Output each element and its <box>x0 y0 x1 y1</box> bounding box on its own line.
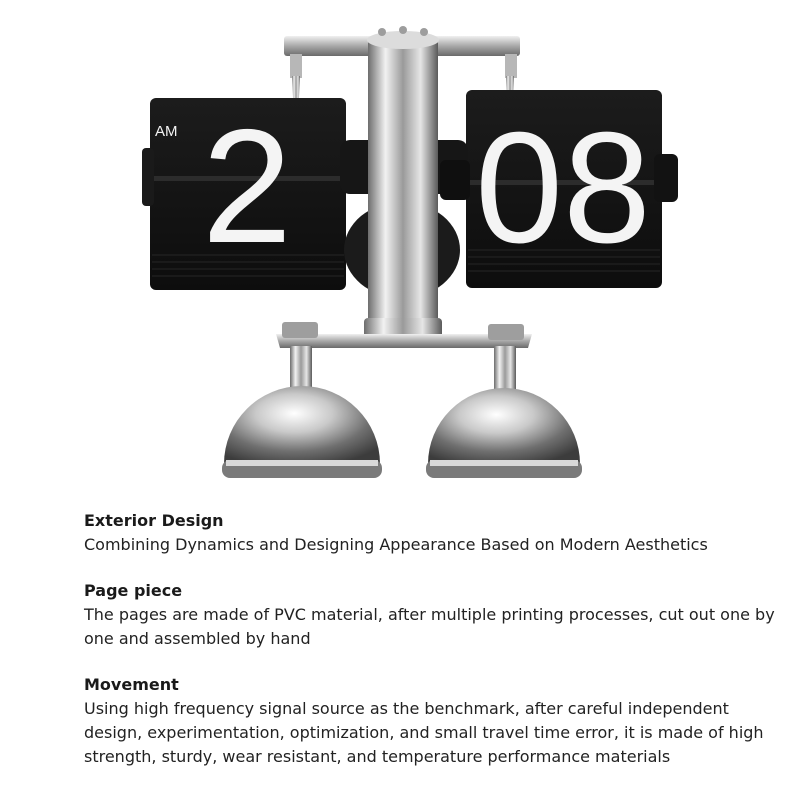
left-dome-foot <box>222 346 382 478</box>
product-specs <box>84 509 784 791</box>
spec-text: The pages are made of PVC material, after multiple printing processes, cut out one by one and assembled by hand <box>84 605 775 648</box>
spec-text: Combining Dynamics and Designing Appearance Based on Modern Aesthetics <box>84 535 708 554</box>
spec-heading: Movement <box>84 675 179 694</box>
spec-movement <box>84 673 784 769</box>
spec-page-piece <box>84 579 784 651</box>
adjustment-knob <box>654 154 678 202</box>
center-column <box>368 38 438 328</box>
spec-text: Using high frequency signal source as the benchmark, after careful independent design, experimentation, optimization, and small travel time error, it is made of high strength, sturdy, wear resistant, and temperature performance materials <box>84 699 764 766</box>
minute-digits: 08 <box>475 100 651 276</box>
hour-flip-panel <box>142 96 346 290</box>
spec-heading: Page piece <box>84 581 183 600</box>
spec-heading: Exterior Design <box>84 511 224 530</box>
hour-digit: 2 <box>201 96 293 277</box>
minute-flip-panel <box>466 90 678 288</box>
right-dome-foot <box>426 346 582 478</box>
spec-exterior-design <box>84 509 784 557</box>
am-indicator: AM <box>155 123 178 140</box>
